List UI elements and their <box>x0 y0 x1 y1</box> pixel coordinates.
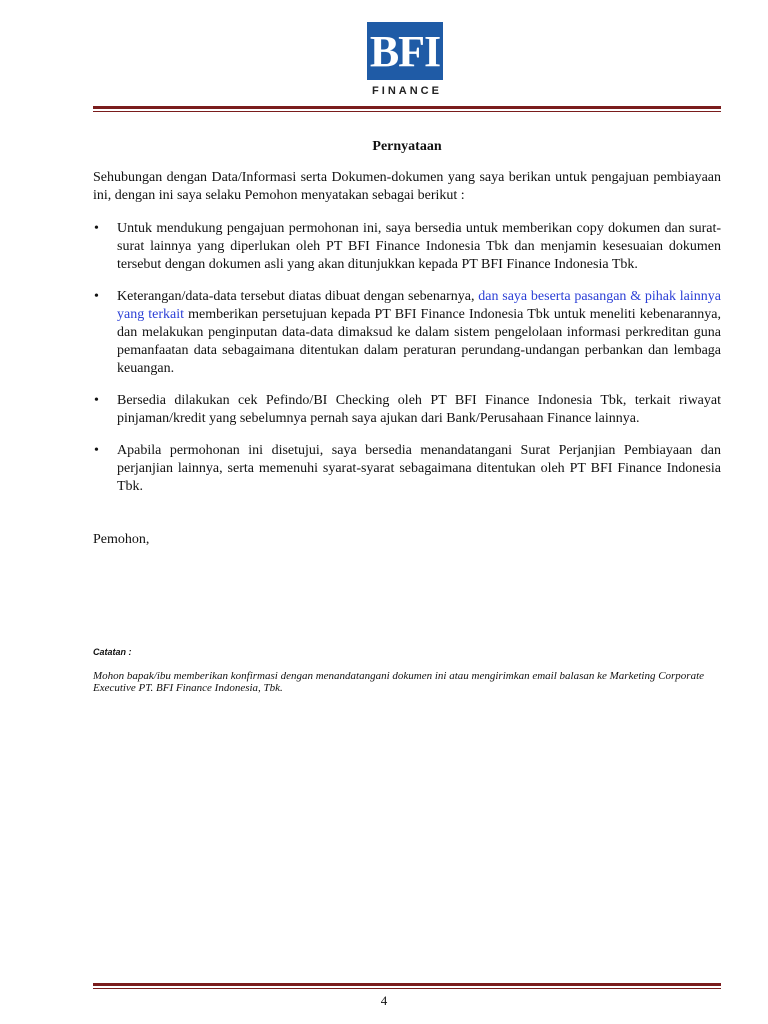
logo-subtitle: FINANCE <box>372 85 442 97</box>
list-item <box>93 442 721 496</box>
note-text: Mohon bapak/ibu memberikan konfirmasi dengan menandatangani dokumen ini atau mengirimkan email balasan ke Marketing Corporate Executive PT. BFI Finance Indonesia, Tbk. <box>93 670 705 694</box>
page-title: Pernyataan <box>372 139 442 154</box>
bullet-icon: • <box>94 289 99 304</box>
list-item-text: Apabila permohonan ini disetujui, saya bersedia menandatangani Surat Perjanjian Pembiayaan dan perjanjian lainnya, serta memenuhi syarat-syarat sebagaimana ditentukan oleh PT BFI Finance Indonesia Tbk. <box>117 443 721 494</box>
logo-mark: BFI <box>367 22 443 80</box>
list-item-text-after: memberikan persetujuan kepada PT BFI Finance Indonesia Tbk untuk meneliti kebenarannya, dan melakukan penginputan data-data dimaksud ke dalam sistem pengelolaan informasi perkreditan guna pemanfaatan data sebagaimana ditentukan dalam peraturan perundang-undangan perbankan dan lembaga keuangan. <box>117 307 721 376</box>
page-number: 4 <box>380 993 388 1008</box>
list-item-text-before: Keterangan/data-data tersebut diatas dibuat dengan sebenarnya, <box>117 289 479 304</box>
list-item <box>93 392 721 428</box>
intro-paragraph: Sehubungan dengan Data/Informasi serta Dokumen-dokumen yang saya berikan untuk pengajuan pembiayaan ini, dengan ini saya selaku Pemohon menyatakan sebagai berikut : <box>93 170 721 203</box>
statement-body <box>93 138 721 510</box>
list-item <box>93 220 721 274</box>
highlighted-text: dan saya beserta pasangan & pihak lainnya yang terkait <box>117 289 721 322</box>
note-label: Catatan : <box>93 647 132 657</box>
list-item-text: Untuk mendukung pengajuan permohonan ini, saya bersedia untuk memberikan copy dokumen dan surat-surat lainnya yang diperlukan oleh PT BFI Finance Indonesia Tbk dan menjamin kesesuaian dokumen tersebut dengan dokumen asli yang akan ditunjukkan kepada PT BFI Finance Indonesia Tbk. <box>117 221 721 272</box>
bullet-icon: • <box>94 393 99 408</box>
bullet-icon: • <box>94 443 99 458</box>
statement-list <box>93 220 721 496</box>
header-rule <box>93 106 721 112</box>
footer-rule <box>93 983 721 989</box>
company-logo <box>365 22 449 97</box>
bullet-icon: • <box>94 221 99 236</box>
signature-label: Pemohon, <box>93 532 150 547</box>
list-item <box>93 288 721 378</box>
list-item-text: Bersedia dilakukan cek Pefindo/BI Checking oleh PT BFI Finance Indonesia Tbk, terkait riwayat pinjaman/kredit yang sebelumnya pernah saya ajukan dari Bank/Perusahaan Finance lainnya. <box>117 393 721 426</box>
